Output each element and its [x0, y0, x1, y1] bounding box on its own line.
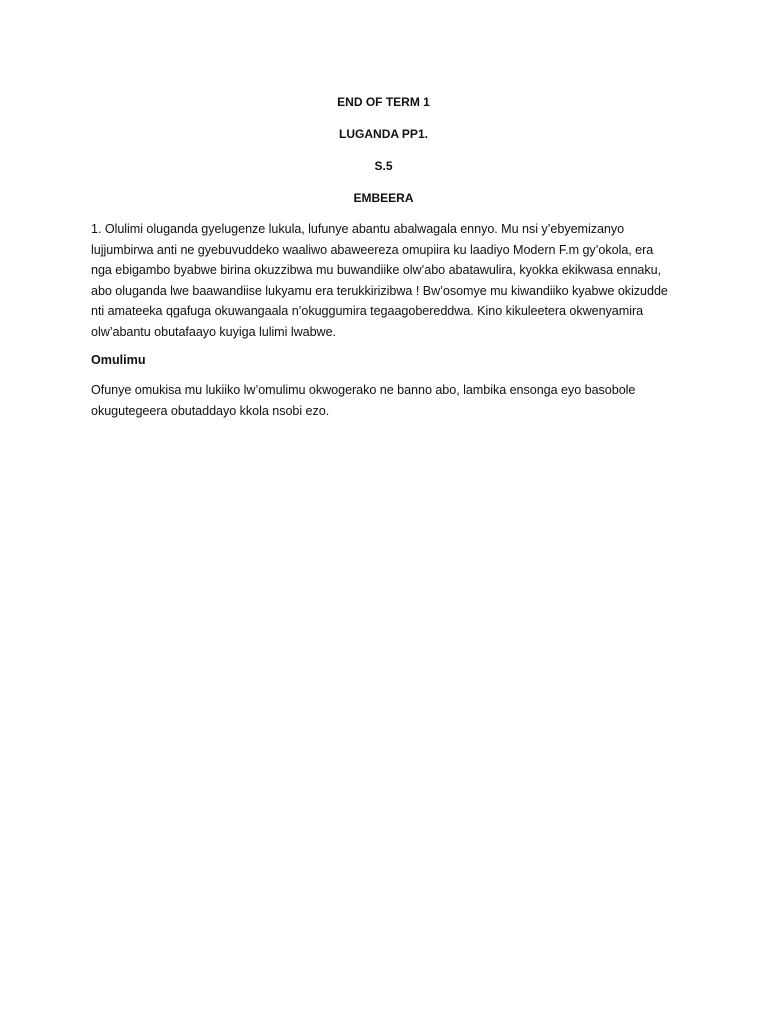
- task-heading: Omulimu: [91, 353, 146, 367]
- scenario-paragraph: 1. Olulimi oluganda gyelugenze lukula, lufunye abantu abalwagala ennyo. Mu nsi y’ebyemizanyo lujjumbirwa anti ne gyebuvuddeko waaliwo abaweereza omupiira ku laadiyo Modern F.m gy’okola, era nga ebigambo byabwe birina okuzzibwa mu buwandiike olw’abo abatawulira, kyokka ekikwasa ennaku, abo oluganda lwe baawandiise lukyamu era terukkirizibwa ! Bw’osomye mu kiwandiiko kyabwe okizudde nti amateeka qgafuga okuwangaala n’okuggumira tegaagobereddwa. Kino kikuleetera okwenyamira olw’abantu obutafaayo kuyiga lulimi lwabwe.: [91, 222, 668, 339]
- task-paragraph: Ofunye omukisa mu lukiiko lw’omulimu okwogerako ne banno abo, lambika ensonga eyo basobole okugutegeera obutaddayo kkola nsobi ezo.: [91, 383, 636, 418]
- subject-title: LUGANDA PP1.: [339, 127, 428, 141]
- section-heading: EMBEERA: [353, 191, 414, 205]
- exam-title: END OF TERM 1: [337, 95, 430, 109]
- class-title: S.5: [374, 159, 393, 173]
